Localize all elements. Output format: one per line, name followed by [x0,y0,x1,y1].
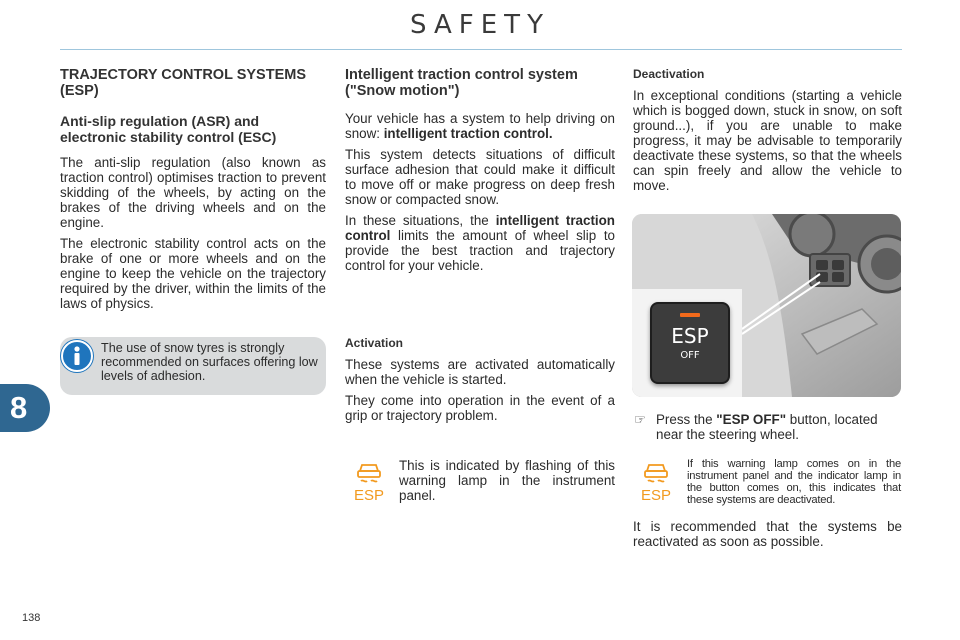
bullet-text [656,412,902,442]
esp-off-label-bottom: OFF [680,350,700,361]
dashboard-photo [632,214,901,397]
lamp-text: This is indicated by flashing of this warning lamp in the instrument panel. [399,458,615,503]
bold-span: "ESP OFF" [716,412,787,427]
esp-off-indicator-icon [680,313,700,317]
deactivation-heading: Deactivation [633,67,705,81]
bold-span: intelligent traction control. [383,126,553,141]
esp-off-label-top: ESP [671,324,709,348]
left-column [60,67,326,317]
text-span: In these situations, the [345,213,496,228]
activation-block [345,336,615,429]
info-note [60,337,326,395]
paragraph-asr: The anti-slip regulation (also known as traction control) optimises traction to prevent skidding of the wheels, by acting on the brakes of the driving wheels and on the engine. [60,155,326,230]
text-span: Press the [656,412,717,427]
lamp-label-2: ESP [640,487,672,503]
middle-column [345,67,615,279]
text-span: Your vehicle has a system to help driving on snow: [345,111,615,141]
bullet-press-esp-off [634,412,902,442]
info-icon [61,340,93,372]
chapter-tab [0,384,50,432]
paragraph-snow-intro [345,111,615,141]
text-span: button, located near the steering wheel. [656,412,878,442]
esp-off-button-icon [650,302,730,384]
lamp-label: ESP [353,487,385,503]
page-number: 138 [22,612,41,624]
header-divider [60,49,902,50]
text-span: limits the amount of wheel slip to provide the best traction and trajectory control for your vehicle. [345,228,615,273]
esp-warning-lamp-icon-2 [639,459,673,503]
section-heading-snow-motion: Intelligent traction control system ("Snow motion") [345,67,578,99]
paragraph-deactivation: In exceptional conditions (starting a vehicle which is bogged down, stuck in snow, on soft ground...), if you are unable to make progress, it may be advisable to temporarily deactivate these systems, so that the wheels can spin freely and allow the vehicle to move. [633,88,902,193]
page-title: SAFETY [410,10,550,40]
activation-heading: Activation [345,336,404,350]
info-note-text: The use of snow tyres is strongly recommended on surfaces offering low levels of adhesion. [101,341,318,383]
section-heading-esp: TRAJECTORY CONTROL SYSTEMS (ESP) [60,67,306,99]
paragraph-operation: They come into operation in the event of a grip or trajectory problem. [345,393,615,423]
warning-lamp-text: If this warning lamp comes on in the instrument panel and the indicator lamp in the button comes on, this indicates that these systems are deactivated. [687,458,901,506]
paragraph-activation: These systems are activated automatically when the vehicle is started. [345,357,615,387]
subheading-asr-esc: Anti-slip regulation (ASR) and electronic stability control (ESC) [60,113,277,145]
paragraph-snow-detect: This system detects situations of difficult surface adhesion that could make it difficult to move off or make progress on deep fresh snow or compacted snow. [345,147,615,207]
esp-warning-lamp-icon [352,459,386,503]
paragraph-snow-limit [345,213,615,273]
paragraph-esc: The electronic stability control acts on the brake of one or more wheels and on the engine to keep the vehicle on the trajectory required by the driver, within the limits of the laws of physics. [60,236,326,311]
right-column [633,67,902,199]
bold-span: intelligent traction control [345,213,615,243]
pointing-hand-icon: ☞ [634,412,647,427]
paragraph-reactivate: It is recommended that the systems be reactivated as soon as possible. [633,519,902,549]
chapter-number: 8 [10,390,28,425]
